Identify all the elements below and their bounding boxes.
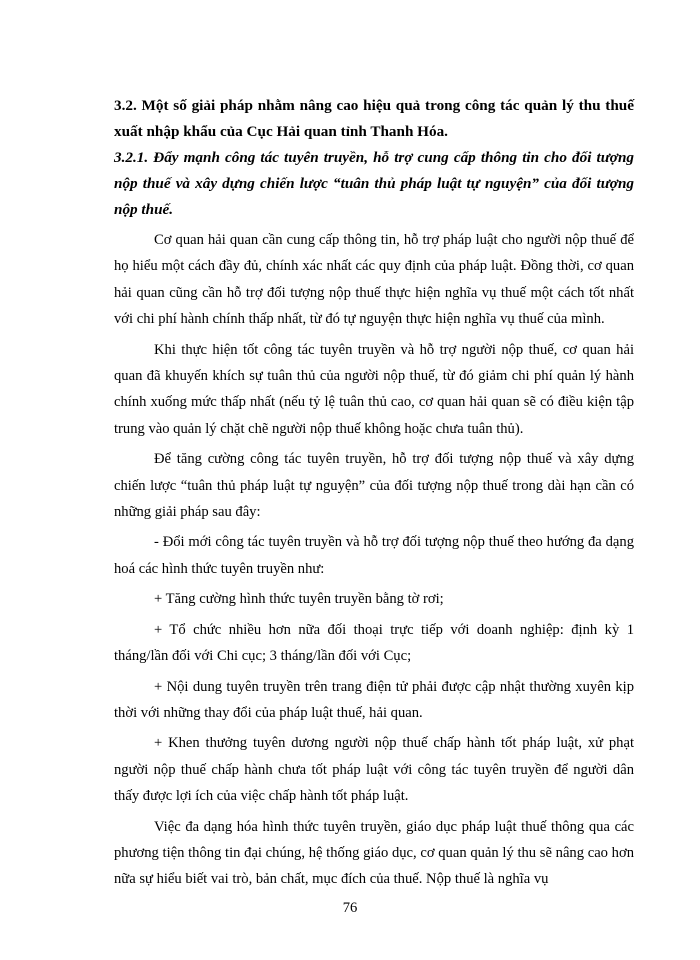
list-item-website: + Nội dung tuyên truyền trên trang điện tử phải được cập nhật thường xuyên kịp thời với những thay đổi của pháp luật thuế, hải quan. xyxy=(114,678,634,721)
document-page xyxy=(114,93,634,897)
paragraph-3: Để tăng cường công tác tuyên truyền, hỗ trợ đối tượng nộp thuế và xây dựng chiến lược “tuân thủ pháp luật tự nguyện” của đối tượng nộp thuế trong dài hạn cần có những giải pháp sau đây: xyxy=(114,451,634,521)
paragraph-last: Việc đa dạng hóa hình thức tuyên truyền, giáo dục pháp luật thuế thông qua các phương tiện thông tin đại chúng, hệ thống giáo dục, cơ quan quản lý thu sẽ nâng cao hơn nữa sự hiểu biết vai trò, bản chất, mục đích của thuế. Nộp thuế là nghĩa vụ xyxy=(114,818,634,888)
list-item-intro: - Đổi mới công tác tuyên truyền và hỗ trợ đối tượng nộp thuế theo hướng đa dạng hoá các hình thức tuyên truyền như: xyxy=(114,534,634,577)
paragraph-1: Cơ quan hải quan cần cung cấp thông tin, hỗ trợ pháp luật cho người nộp thuế để họ hiểu một cách đầy đủ, chính xác nhất các quy định của pháp luật. Đồng thời, cơ quan hải quan cũng cần hỗ trợ đối tượng nộp thuế thực hiện nghĩa vụ thuế một cách tốt nhất với chi phí hành chính thấp nhất, từ đó tự nguyện thực hiện nghĩa vụ thuế của mình. xyxy=(114,232,634,328)
list-item-rewards: + Khen thưởng tuyên dương người nộp thuế chấp hành tốt pháp luật, xử phạt người nộp thuế chấp hành chưa tốt pháp luật với công tác tuyên truyền để người dân thấy được lợi ích của việc chấp hành tốt pháp luật. xyxy=(114,735,634,805)
page-number: 76 xyxy=(342,900,358,916)
subsection-heading: 3.2.1. Đẩy mạnh công tác tuyên truyền, hỗ trợ cung cấp thông tin cho đối tượng nộp thuế và xây dựng chiến lược “tuân thủ pháp luật tự nguyện” của đối tượng nộp thuế. xyxy=(114,149,634,218)
paragraph-2: Khi thực hiện tốt công tác tuyên truyền và hỗ trợ người nộp thuế, cơ quan hải quan đã khuyến khích sự tuân thủ của người nộp thuế, từ đó giảm chi phí quản lý hành chính xuống mức thấp nhất (nếu tỷ lệ tuân thủ cao, cơ quan hải quan sẽ có điều kiện tập trung vào quản lý chặt chẽ người nộp thuế không hoặc chưa tuân thủ). xyxy=(114,341,634,437)
section-heading: 3.2. Một số giải pháp nhằm nâng cao hiệu quả trong công tác quản lý thu thuế xuất nhập khẩu của Cục Hải quan tỉnh Thanh Hóa. xyxy=(114,97,634,140)
list-item-leaflets: + Tăng cường hình thức tuyên truyền bằng tờ rơi; xyxy=(154,591,444,608)
list-item-dialogue: + Tổ chức nhiều hơn nữa đối thoại trực tiếp với doanh nghiệp: định kỳ 1 tháng/lần đối với Chi cục; 3 tháng/lần đối với Cục; xyxy=(114,621,634,665)
